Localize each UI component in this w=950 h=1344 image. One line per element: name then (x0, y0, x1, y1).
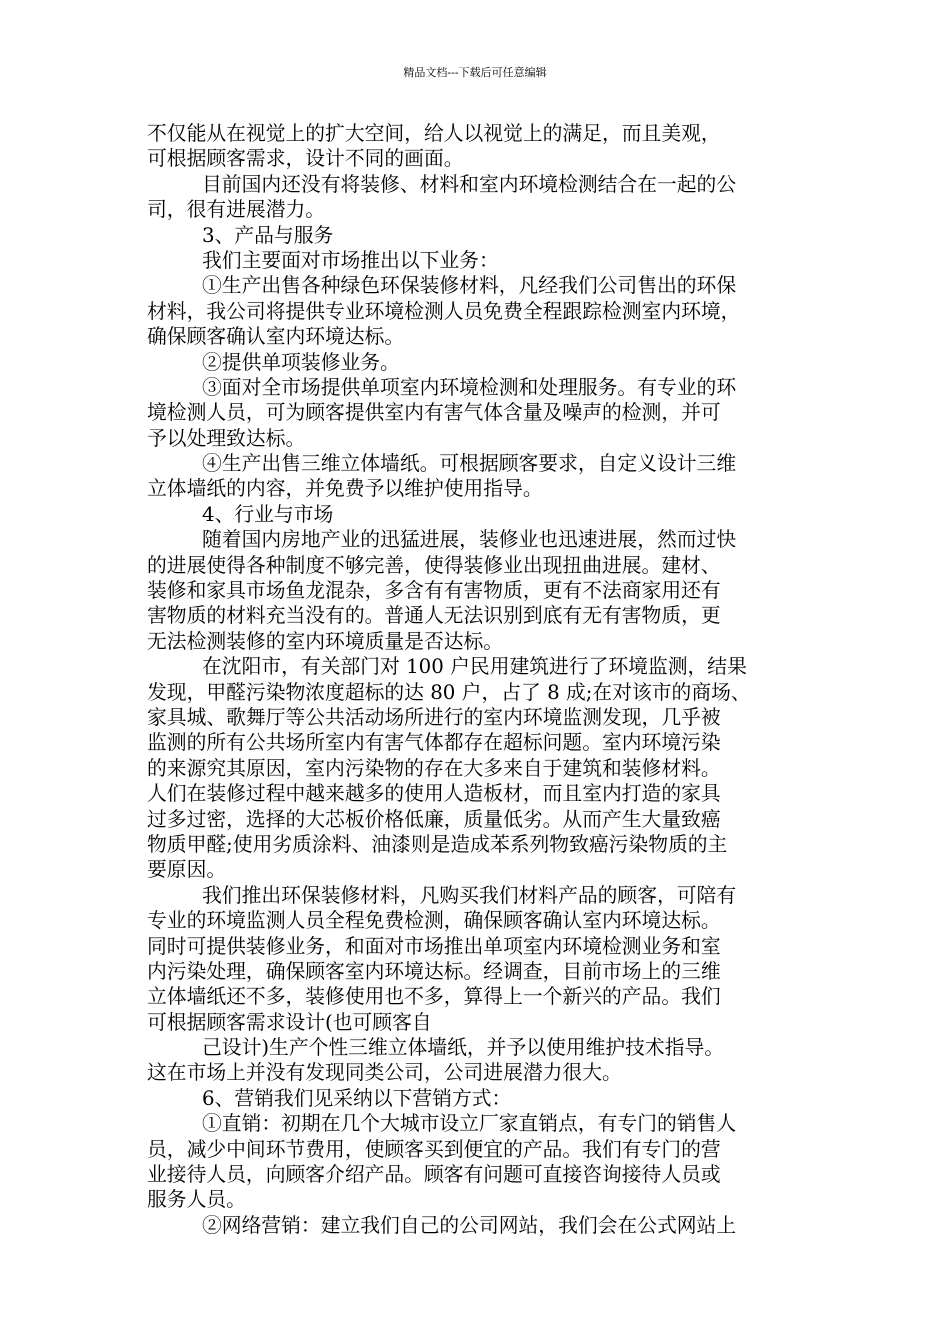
text-line: 予以处理致达标。 (147, 426, 306, 450)
text-line: 这在市场上并没有发现同类公司，公司进展潜力很大。 (147, 1061, 622, 1085)
text-line: 过多过密，选择的大芯板价格低廉，质量低劣。从而产生大量致癌 (147, 807, 721, 831)
text-line: 员，减少中间环节费用，使顾客买到便宜的产品。我们有专门的营 (147, 1137, 721, 1161)
text-line: 的进展使得各种制度不够完善，使得装修业出现扭曲进展。建材、 (147, 553, 721, 577)
text-line: ④生产出售三维立体墙纸。可根据顾客要求，自定义设计三维 (202, 452, 737, 476)
text-line: 司，很有进展潜力。 (147, 198, 326, 222)
text-line: 不仅能从在视觉上的扩大空间，给人以视觉上的满足，而且美观， (147, 122, 721, 145)
text-line: 无法检测装修的室内环境质量是否达标。 (147, 629, 504, 653)
text-line: 业接待人员，向顾客介绍产品。顾客有问题可直接咨询接待人员或 (147, 1163, 721, 1187)
text-line: ③面对全市场提供单项室内环境检测和处理服务。有专业的环 (202, 375, 737, 399)
text-line: 的来源究其原因，室内污染物的存在大多来自于建筑和装修材料。 (147, 756, 721, 780)
page-header: 精品文档---下载后可任意编辑 (403, 66, 547, 79)
text-line: 我们推出环保装修材料，凡购买我们材料产品的顾客，可陪有 (202, 883, 737, 907)
text-line: 3、产品与服务 (202, 223, 334, 247)
text-line: ①直销：初期在几个大城市设立厂家直销点，有专门的销售人 (202, 1112, 737, 1136)
text-line: 要原因。 (147, 858, 227, 882)
document-body (147, 121, 813, 1238)
text-line: 境检测人员，可为顾客提供室内有害气体含量及噪声的检测，并可 (147, 401, 721, 425)
text-line: 专业的环境监测人员全程免费检测，确保顾客确认室内环境达标。 (147, 909, 721, 933)
text-line: ②网络营销：建立我们自己的公司网站，我们会在公式网站上 (202, 1213, 737, 1237)
text-line: 监测的所有公共场所室内有害气体都存在超标问题。室内环境污染 (147, 731, 721, 755)
text-line: 目前国内还没有将装修、材料和室内环境检测结合在一起的公 (202, 172, 737, 196)
text-line: 发现，甲醛污染物浓度超标的达 80 户，占了 8 成;在对该市的商场、 (147, 680, 751, 704)
text-line: 可根据顾客需求，设计不同的画面。 (147, 147, 464, 171)
text-line: 可根据顾客需求设计(也可顾客自 (147, 1010, 432, 1034)
text-line: 在沈阳市，有关部门对 100 户民用建筑进行了环境监测，结果 (202, 655, 747, 679)
text-line: 己设计)生产个性三维立体墙纸，并予以使用维护技术指导。 (202, 1036, 725, 1060)
text-line: 服务人员。 (147, 1188, 246, 1212)
text-line: ②提供单项装修业务。 (202, 350, 400, 374)
text-line: 6、营销我们见采纳以下营销方式： (202, 1086, 512, 1110)
text-line: 人们在装修过程中越来越多的使用人造板材，而且室内打造的家具 (147, 782, 721, 806)
text-line: 材料，我公司将提供专业环境检测人员免费全程跟踪检测室内环境， (147, 299, 741, 323)
text-line: 物质甲醛;使用劣质涂料、油漆则是造成苯系列物致癌污染物质的主 (147, 832, 728, 856)
text-line: 同时可提供装修业务，和面对市场推出单项室内环境检测业务和室 (147, 934, 721, 958)
text-line: 家具城、歌舞厅等公共活动场所进行的室内环境监测发现，几乎被 (147, 705, 721, 729)
text-line: 装修和家具市场鱼龙混杂，多含有有害物质，更有不法商家用还有 (147, 579, 721, 603)
text-line: 4、行业与市场 (202, 502, 334, 526)
text-line: 立体墙纸还不多，装修使用也不多，算得上一个新兴的产品。我们 (147, 985, 721, 1009)
text-line: 随着国内房地产业的迅猛进展，装修业也迅速进展，然而过快 (202, 528, 737, 552)
text-line: 立体墙纸的内容，并免费予以维护使用指导。 (147, 477, 543, 501)
text-line: 我们主要面对市场推出以下业务： (202, 248, 499, 272)
text-line: 确保顾客确认室内环境达标。 (147, 325, 405, 349)
text-line: ①生产出售各种绿色环保装修材料，凡经我们公司售出的环保 (202, 274, 737, 298)
text-line: 内污染处理，确保顾客室内环境达标。经调查，目前市场上的三维 (147, 959, 721, 983)
text-line: 害物质的材料充当没有的。普通人无法识别到底有无有害物质，更 (147, 604, 721, 628)
